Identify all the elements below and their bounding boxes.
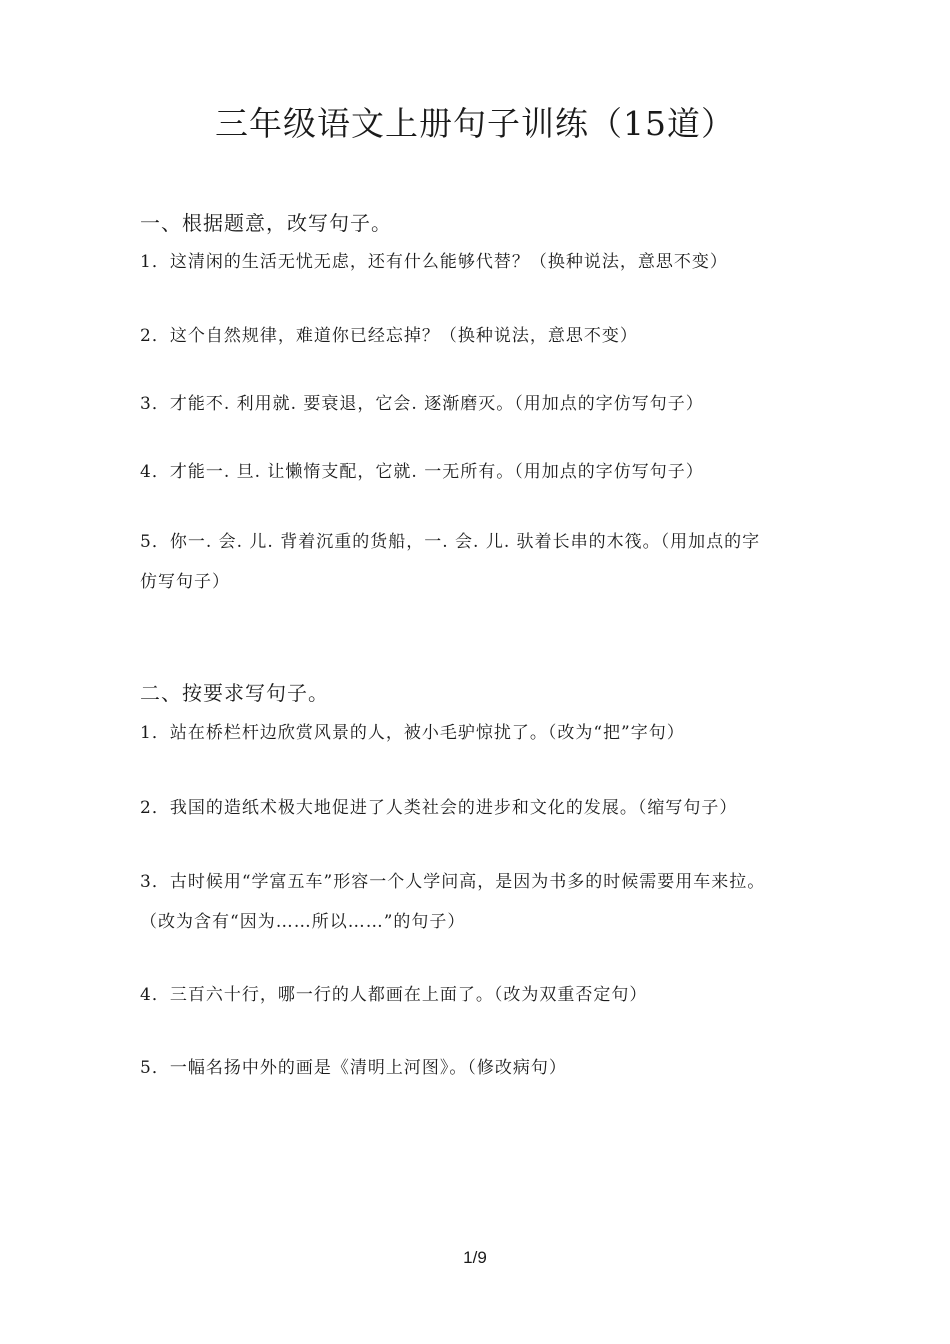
question-2-1 [140,713,820,753]
section-heading-2: 二、按要求写句子。 [140,681,329,705]
question-2-4 [140,975,820,1015]
question-text: 5．一幅名扬中外的画是《清明上河图》。（修改病句） [140,1058,567,1078]
question-2-2 [140,788,820,828]
question-1-4 [140,452,820,492]
question-text: 1．这清闲的生活无忧无虑，还有什么能够代替？（换种说法，意思不变） [140,252,728,272]
question-text: 2．我国的造纸术极大地促进了人类社会的进步和文化的发展。（缩写句子） [140,798,738,818]
question-text-continued: （改为含有“因为……所以……”的句子） [140,912,466,932]
question-2-5 [140,1048,820,1088]
question-1-2 [140,316,820,356]
question-text: 4．三百六十行，哪一行的人都画在上面了。（改为双重否定句） [140,985,648,1005]
question-text: 2．这个自然规律，难道你已经忘掉？（换种说法，意思不变） [140,326,638,346]
question-text-continued: 仿写句子） [140,572,230,592]
question-text: 3．才能不. 利用就. 要衰退，它会. 逐渐磨灭。（用加点的字仿写句子） [140,394,704,414]
question-1-1 [140,242,820,282]
question-2-3 [140,862,820,942]
question-text: 4．才能一. 旦. 让懒惰支配，它就. 一无所有。（用加点的字仿写句子） [140,462,704,482]
question-1-5 [140,522,820,602]
section-heading-1: 一、根据题意，改写句子。 [140,211,392,235]
page-title: 三年级语文上册句子训练（15道） [215,104,735,143]
question-text: 5．你一. 会. 儿. 背着沉重的货船，一. 会. 儿. 驮着长串的木筏。（用加点的字 [140,532,761,552]
question-text: 3．古时候用“学富五车”形容一个人学问高，是因为书多的时候需要用车来拉。 [140,872,766,892]
question-1-3 [140,384,820,424]
question-text: 1．站在桥栏杆边欣赏风景的人，被小毛驴惊扰了。（改为“把”字句） [140,723,685,743]
page-number: 1/9 [463,1248,487,1267]
